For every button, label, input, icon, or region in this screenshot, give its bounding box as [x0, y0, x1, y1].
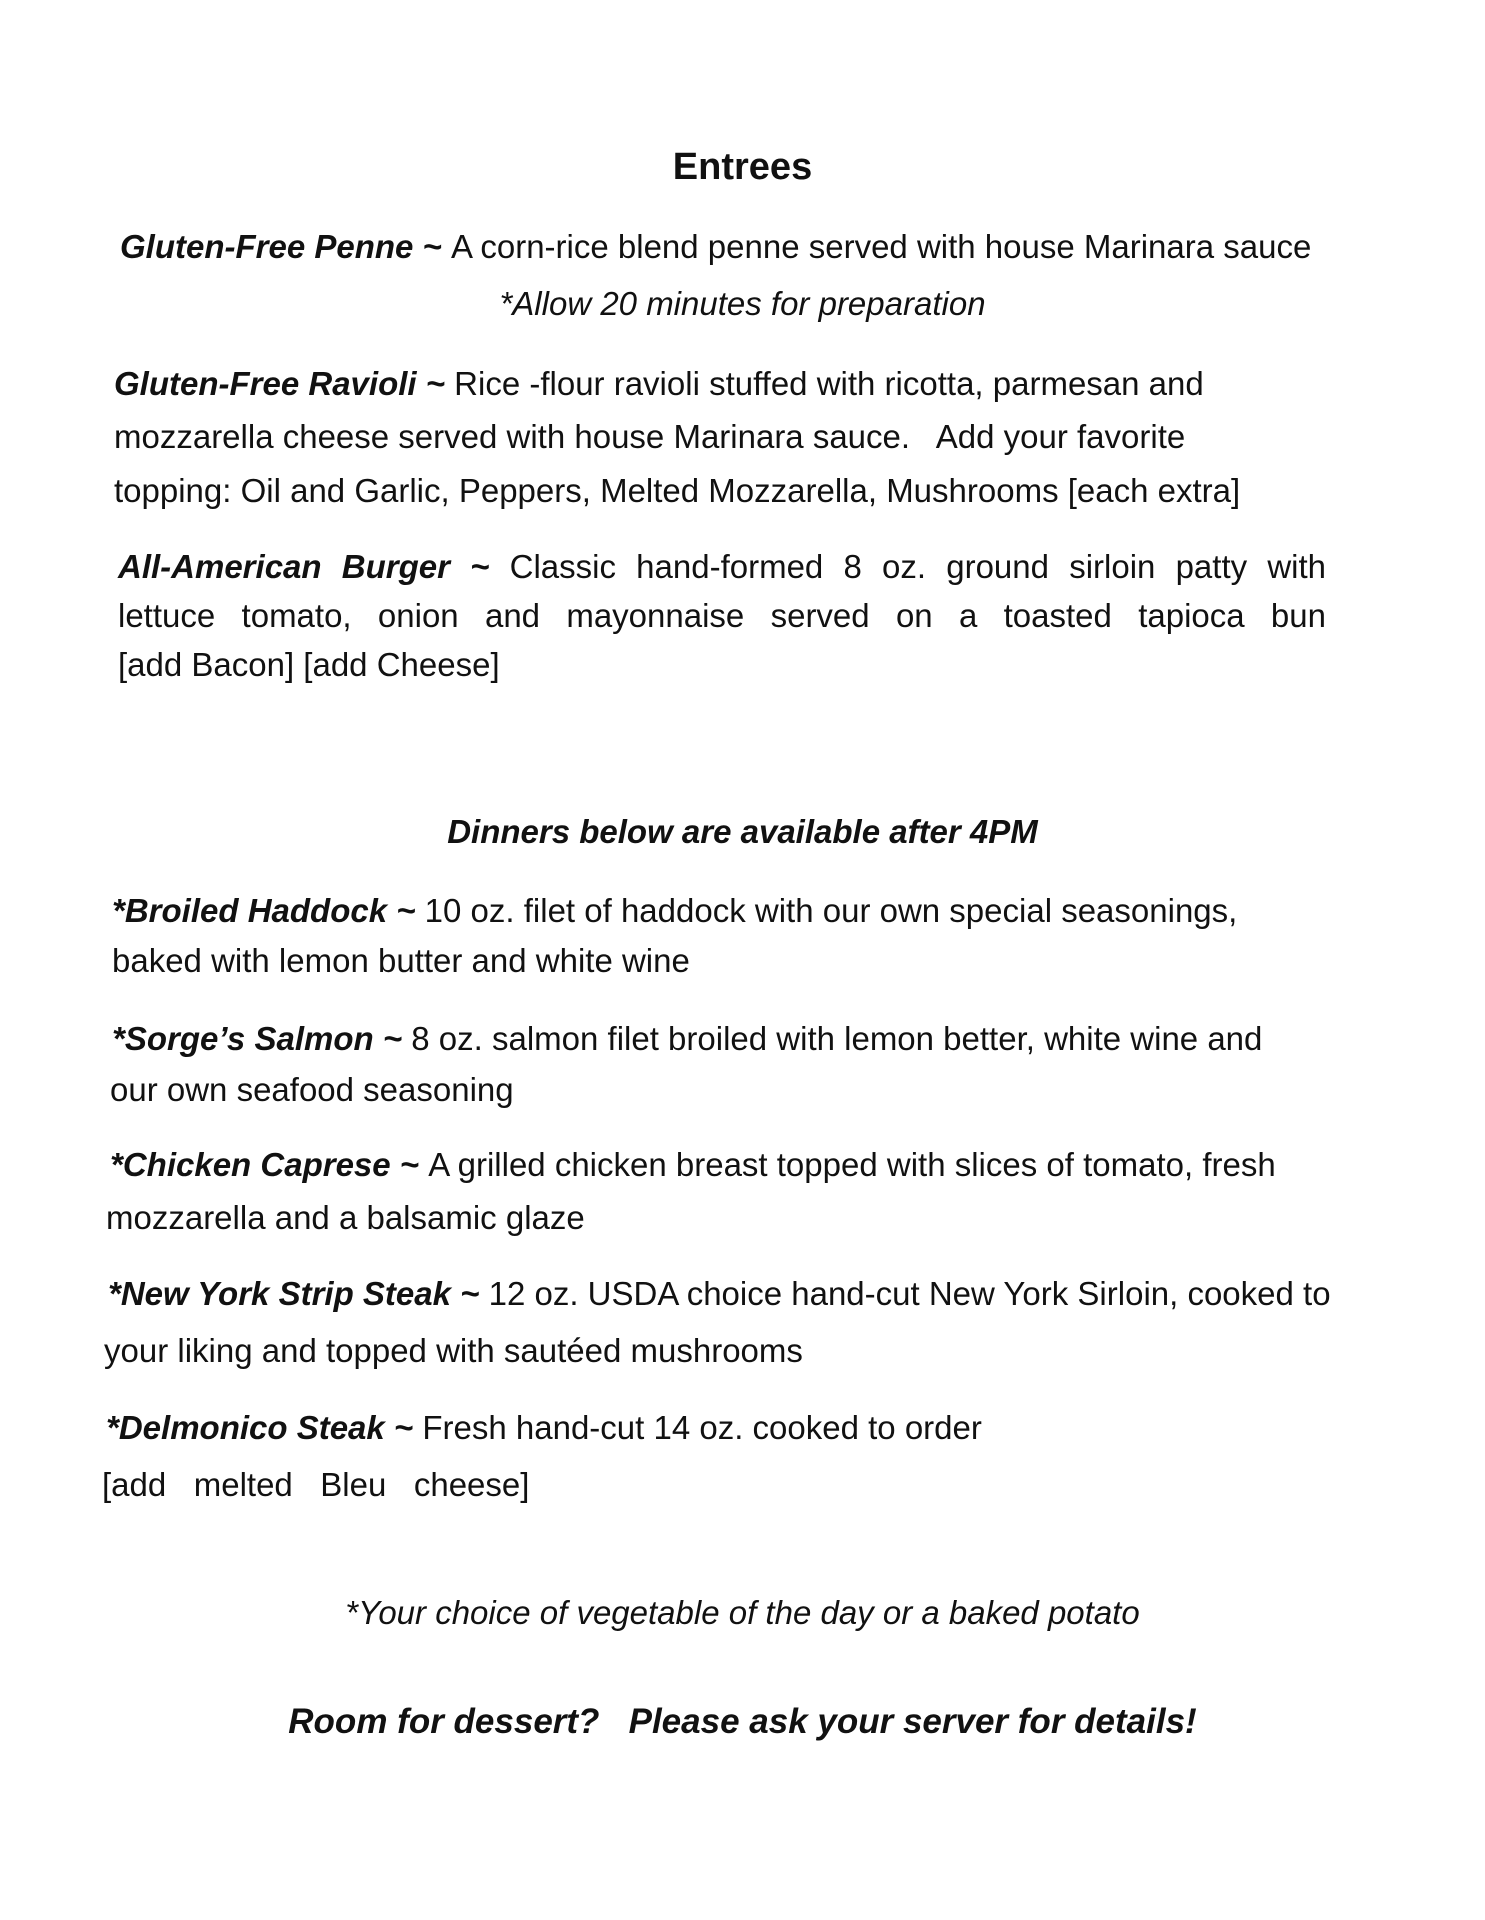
dessert-note: Room for dessert? Please ask your server for details! [288, 1702, 1197, 1741]
item-name: All-American Burger [118, 548, 450, 585]
burger-description-line2: lettuce tomato, onion and mayonnaise served on a toasted tapioca bun [118, 597, 1326, 634]
tilde-separator: ~ [384, 1409, 423, 1446]
haddock-description-line2: baked with lemon butter and white wine [112, 942, 690, 979]
tilde-separator: ~ [390, 1146, 429, 1183]
ravioli-description-line3: topping: Oil and Garlic, Peppers, Melted Mozzarella, Mushrooms [each extra] [114, 472, 1241, 509]
item-name: *Sorge’s Salmon [112, 1020, 374, 1057]
side-choice-note: *Your choice of vegetable of the day or a baked potato [345, 1594, 1140, 1631]
ravioli-description-line2: mozzarella cheese served with house Marinara sauce. Add your favorite [114, 418, 1186, 455]
item-description: A grilled chicken breast topped with slices of tomato, fresh [428, 1146, 1276, 1183]
caprese-description-line2: mozzarella and a balsamic glaze [106, 1199, 585, 1236]
burger-description-line3: [add Bacon] [add Cheese] [118, 646, 500, 683]
item-name: *Chicken Caprese [110, 1146, 391, 1183]
menu-item-salmon [112, 1022, 1262, 1055]
item-description: Classic hand-formed 8 oz. ground sirloin patty with [509, 548, 1327, 585]
item-name: Gluten-Free Penne [120, 228, 414, 265]
menu-item-haddock [112, 894, 1237, 927]
dinners-heading: Dinners below are available after 4PM [447, 813, 1038, 850]
salmon-description-line2: our own seafood seasoning [110, 1071, 514, 1108]
penne-preparation-note: *Allow 20 minutes for preparation [499, 285, 986, 322]
tilde-separator: ~ [413, 228, 451, 265]
menu-item-ravioli [114, 367, 1204, 400]
menu-item-strip-steak [108, 1277, 1331, 1310]
tilde-separator: ~ [373, 1020, 412, 1057]
item-description: Rice -flour ravioli stuffed with ricotta, parmesan and [454, 365, 1204, 402]
tilde-separator: ~ [416, 365, 455, 402]
item-description: A corn-rice blend penne served with house Marinara sauce [451, 228, 1312, 265]
tilde-separator: ~ [449, 548, 510, 585]
menu-item-penne [120, 230, 1311, 263]
item-description: Fresh hand-cut 14 oz. cooked to order [422, 1409, 982, 1446]
item-name: *Broiled Haddock [112, 892, 388, 929]
menu-item-burger [118, 550, 1326, 583]
delmonico-description-line2: [add melted Bleu cheese] [102, 1466, 530, 1503]
menu-item-delmonico [106, 1411, 982, 1444]
item-name: Gluten-Free Ravioli [114, 365, 417, 402]
tilde-separator: ~ [450, 1275, 489, 1312]
item-name: *New York Strip Steak [108, 1275, 451, 1312]
menu-item-caprese [110, 1148, 1276, 1181]
item-description: 12 oz. USDA choice hand-cut New York Sirloin, cooked to [488, 1275, 1331, 1312]
item-description: 10 oz. filet of haddock with our own special seasonings, [424, 892, 1238, 929]
tilde-separator: ~ [387, 892, 425, 929]
item-name: *Delmonico Steak [106, 1409, 385, 1446]
strip-description-line2: your liking and topped with sautéed mushrooms [104, 1332, 803, 1369]
item-description: 8 oz. salmon filet broiled with lemon better, white wine and [411, 1020, 1263, 1057]
page-title: Entrees [672, 146, 813, 188]
